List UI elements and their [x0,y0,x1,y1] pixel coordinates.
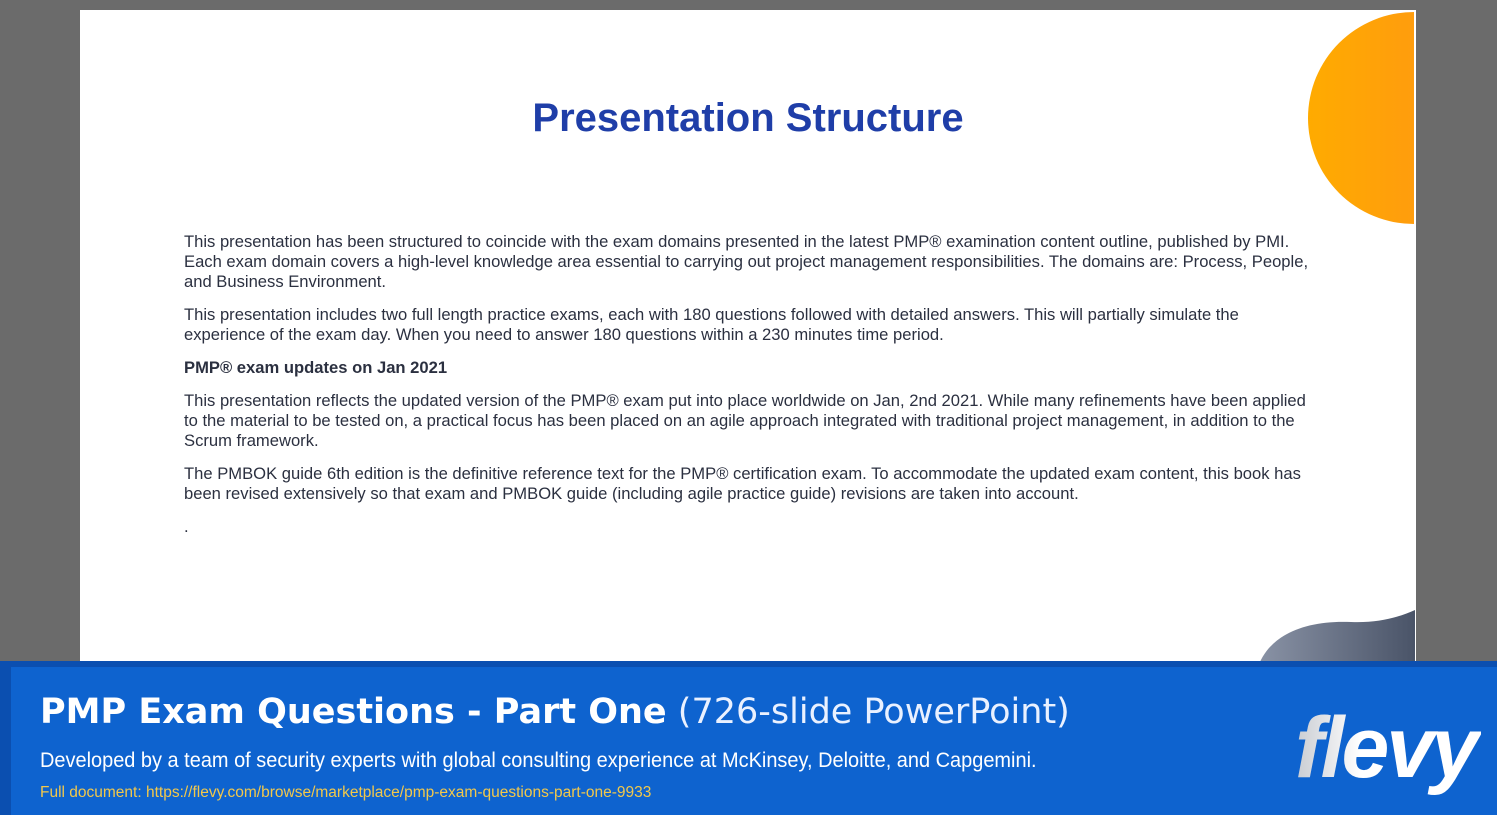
paragraph-updated-version: This presentation reflects the updated version of the PMP® exam put into place worldwide on Jan, 2nd 2021. While many refinements have been applied to the material to be tested on, a practical focus has been placed on an agile approach integrated with traditional project management, in addition to the Scrum framework. [184,391,1306,450]
footer-banner [0,661,1497,815]
document-title-detail: (726-slide PowerPoint) [677,692,1070,732]
heading-exam-updates: PMP® exam updates on Jan 2021 [184,358,448,377]
slide-title: Presentation Structure [532,96,964,140]
paragraph-exam-domains: This presentation has been structured to coincide with the exam domains presented in the latest PMP® examination content outline, published by PMI. Each exam domain covers a high-level knowledge area essential to carrying out project management responsibilities. The domains are: Process, People, and Business Environment. [184,232,1309,291]
slide [80,10,1416,670]
paragraph-dot: . [184,517,189,536]
flevy-logo[interactable] [1291,701,1481,797]
document-title [40,692,1070,732]
document-title-main: PMP Exam Questions - Part One [40,692,667,732]
full-document-link[interactable]: Full document: https://flevy.com/browse/marketplace/pmp-exam-questions-part-one-9933 [40,784,652,801]
footer-panel [11,667,1497,815]
document-subtitle: Developed by a team of security experts with global consulting experience at McKinsey, Deloitte, and Capgemini. [40,749,1037,772]
paragraph-pmbok-guide: The PMBOK guide 6th edition is the definitive reference text for the PMP® certification exam. To accommodate the updated exam content, this book has been revised extensively so that exam and PMBOK guide (including agile practice guide) revisions are taken into account. [184,464,1301,503]
paragraph-practice-exams: This presentation includes two full length practice exams, each with 180 questions followed with detailed answers. This will partially simulate the experience of the exam day. When you need to answer 180 questions within a 230 minutes time period. [184,305,1239,344]
flevy-logo-text: flevy [1295,701,1477,796]
slide-body [184,232,1316,550]
